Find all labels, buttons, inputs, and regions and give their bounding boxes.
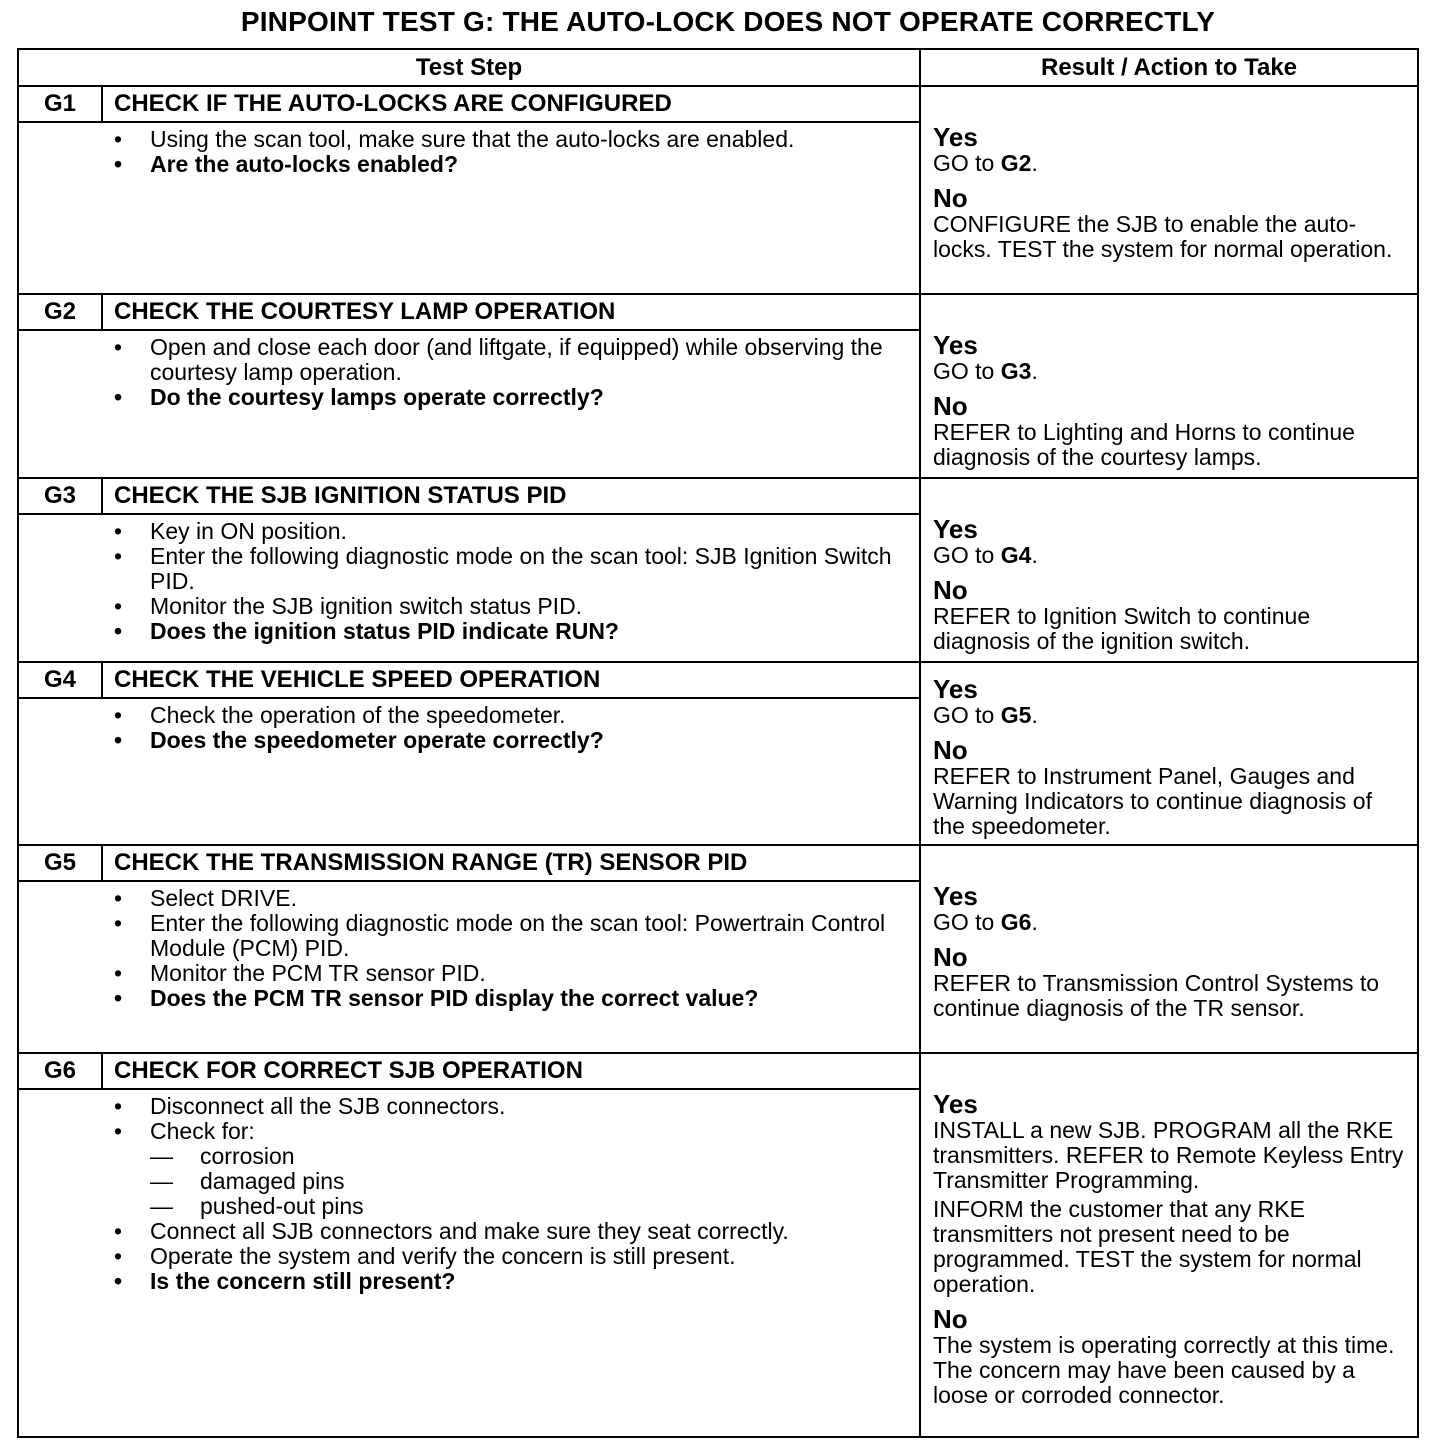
step-instructions bbox=[114, 335, 914, 410]
no-label: No bbox=[933, 942, 968, 972]
table-header-row bbox=[17, 48, 1419, 87]
yes-suffix: . bbox=[1031, 150, 1038, 176]
step-instructions bbox=[114, 1094, 914, 1294]
no-label: No bbox=[933, 183, 968, 213]
step-bullet: • Monitor the PCM TR sensor PID. bbox=[114, 961, 914, 986]
step-title: CHECK THE COURTESY LAMP OPERATION bbox=[114, 298, 616, 325]
yes-suffix: . bbox=[1031, 542, 1038, 568]
step-bullet: • Key in ON position. bbox=[114, 519, 914, 544]
step-bullet: • Connect all SJB connectors and make sure they seat correctly. bbox=[114, 1219, 914, 1244]
page-title: PINPOINT TEST G: THE AUTO-LOCK DOES NOT OPERATE CORRECTLY bbox=[240, 6, 1216, 37]
step-row-g3 bbox=[17, 479, 1419, 663]
yes-label: Yes bbox=[933, 674, 978, 704]
yes-action bbox=[933, 359, 1407, 384]
no-label: No bbox=[933, 575, 968, 605]
result-cell bbox=[919, 663, 1417, 844]
step-cell bbox=[19, 87, 919, 293]
step-bullet: • Using the scan tool, make sure that the auto-locks are enabled. bbox=[114, 127, 914, 152]
step-id: G3 bbox=[19, 479, 103, 513]
result-content bbox=[933, 675, 1407, 839]
yes-step-ref: G3 bbox=[1000, 358, 1032, 384]
result-cell bbox=[919, 846, 1417, 1052]
step-question: • Is the concern still present? bbox=[114, 1269, 914, 1294]
step-id: G5 bbox=[19, 846, 103, 880]
step-bullet: • Enter the following diagnostic mode on the scan tool: SJB Ignition Switch PID. bbox=[114, 544, 914, 594]
step-bullet: • Select DRIVE. bbox=[114, 886, 914, 911]
step-cell bbox=[19, 295, 919, 477]
yes-prefix: GO to bbox=[933, 702, 1001, 728]
step-subitem: — corrosion bbox=[114, 1144, 914, 1169]
step-row-g6 bbox=[17, 1054, 1419, 1438]
pinpoint-test-table bbox=[17, 48, 1419, 1438]
yes-action bbox=[933, 703, 1407, 728]
step-id: G6 bbox=[19, 1054, 103, 1088]
step-title: CHECK IF THE AUTO-LOCKS ARE CONFIGURED bbox=[114, 90, 672, 117]
yes-step-ref: G2 bbox=[1000, 150, 1032, 176]
yes-label: Yes bbox=[933, 881, 978, 911]
step-bullet: • Monitor the SJB ignition switch status PID. bbox=[114, 594, 914, 619]
yes-prefix: GO to bbox=[933, 909, 1001, 935]
step-title: CHECK THE TRANSMISSION RANGE (TR) SENSOR PID bbox=[114, 849, 748, 876]
yes-suffix: . bbox=[1031, 358, 1038, 384]
step-header bbox=[19, 663, 919, 699]
yes-suffix: . bbox=[1031, 909, 1038, 935]
step-instructions bbox=[114, 519, 914, 644]
result-cell bbox=[919, 295, 1417, 477]
step-bullet: • Open and close each door (and liftgate, if equipped) while observing the courtesy lamp operation. bbox=[114, 335, 914, 385]
step-header bbox=[19, 1054, 919, 1090]
step-cell bbox=[19, 1054, 919, 1436]
step-bullet: • Operate the system and verify the concern is still present. bbox=[114, 1244, 914, 1269]
step-cell bbox=[19, 846, 919, 1052]
step-question: • Do the courtesy lamps operate correctly? bbox=[114, 385, 914, 410]
yes-action bbox=[933, 151, 1407, 176]
step-header bbox=[19, 295, 919, 331]
step-cell bbox=[19, 663, 919, 844]
step-id: G2 bbox=[19, 295, 103, 329]
header-result-action: Result / Action to Take bbox=[919, 50, 1417, 85]
yes-action: INSTALL a new SJB. PROGRAM all the RKE transmitters. REFER to Remote Keyless Entry Transmitter Programming. bbox=[933, 1117, 1404, 1193]
result-cell bbox=[919, 87, 1417, 293]
yes-label: Yes bbox=[933, 514, 978, 544]
yes-action-note: INFORM the customer that any RKE transmitters not present need to be programmed. TEST the system for normal operation. bbox=[933, 1196, 1362, 1297]
step-header bbox=[19, 479, 919, 515]
result-content bbox=[933, 1090, 1407, 1408]
no-action: REFER to Instrument Panel, Gauges and Warning Indicators to continue diagnosis of the speedometer. bbox=[933, 763, 1372, 839]
no-action: REFER to Ignition Switch to continue diagnosis of the ignition switch. bbox=[933, 603, 1311, 654]
result-content bbox=[933, 882, 1407, 1021]
no-label: No bbox=[933, 1304, 968, 1334]
step-subitem: — pushed-out pins bbox=[114, 1194, 914, 1219]
step-subitem: — damaged pins bbox=[114, 1169, 914, 1194]
step-bullet: • Disconnect all the SJB connectors. bbox=[114, 1094, 914, 1119]
step-question: • Does the ignition status PID indicate RUN? bbox=[114, 619, 914, 644]
header-test-step: Test Step bbox=[415, 54, 523, 81]
yes-step-ref: G4 bbox=[1000, 542, 1032, 568]
step-question: • Does the PCM TR sensor PID display the correct value? bbox=[114, 986, 914, 1011]
step-bullet: • Enter the following diagnostic mode on the scan tool: Powertrain Control Module (PCM) PID. bbox=[114, 911, 914, 961]
yes-prefix: GO to bbox=[933, 150, 1001, 176]
step-row-g2 bbox=[17, 295, 1419, 479]
step-bullet: • Check the operation of the speedometer. bbox=[114, 703, 914, 728]
step-id: G1 bbox=[19, 87, 103, 121]
no-action: The system is operating correctly at this time. The concern may have been caused by a loose or corroded connector. bbox=[933, 1332, 1395, 1408]
result-cell bbox=[919, 479, 1417, 661]
yes-label: Yes bbox=[933, 330, 978, 360]
result-content bbox=[933, 331, 1407, 470]
step-instructions bbox=[114, 127, 914, 177]
step-question: • Are the auto-locks enabled? bbox=[114, 152, 914, 177]
step-instructions bbox=[114, 886, 914, 1011]
step-row-g1 bbox=[17, 87, 1419, 295]
step-id: G4 bbox=[19, 663, 103, 697]
yes-action bbox=[933, 910, 1407, 935]
yes-action bbox=[933, 543, 1407, 568]
no-action: REFER to Transmission Control Systems to continue diagnosis of the TR sensor. bbox=[933, 970, 1380, 1021]
step-question: • Does the speedometer operate correctly? bbox=[114, 728, 914, 753]
step-instructions bbox=[114, 703, 914, 753]
yes-label: Yes bbox=[933, 122, 978, 152]
no-action: CONFIGURE the SJB to enable the auto-locks. TEST the system for normal operation. bbox=[933, 211, 1393, 262]
yes-suffix: . bbox=[1031, 702, 1038, 728]
step-title: CHECK THE SJB IGNITION STATUS PID bbox=[114, 482, 567, 509]
yes-step-ref: G6 bbox=[1000, 909, 1032, 935]
step-header bbox=[19, 846, 919, 882]
step-row-g5 bbox=[17, 846, 1419, 1054]
step-cell bbox=[19, 479, 919, 661]
no-label: No bbox=[933, 391, 968, 421]
result-content bbox=[933, 123, 1407, 262]
step-bullet: • Check for: bbox=[114, 1119, 914, 1144]
result-content bbox=[933, 515, 1407, 654]
no-action: REFER to Lighting and Horns to continue diagnosis of the courtesy lamps. bbox=[933, 419, 1355, 470]
yes-step-ref: G5 bbox=[1000, 702, 1032, 728]
yes-prefix: GO to bbox=[933, 358, 1001, 384]
step-row-g4 bbox=[17, 663, 1419, 846]
no-label: No bbox=[933, 735, 968, 765]
yes-label: Yes bbox=[933, 1089, 978, 1119]
step-header bbox=[19, 87, 919, 123]
yes-prefix: GO to bbox=[933, 542, 1001, 568]
step-title: CHECK THE VEHICLE SPEED OPERATION bbox=[114, 666, 601, 693]
result-cell bbox=[919, 1054, 1417, 1436]
step-title: CHECK FOR CORRECT SJB OPERATION bbox=[114, 1057, 583, 1084]
